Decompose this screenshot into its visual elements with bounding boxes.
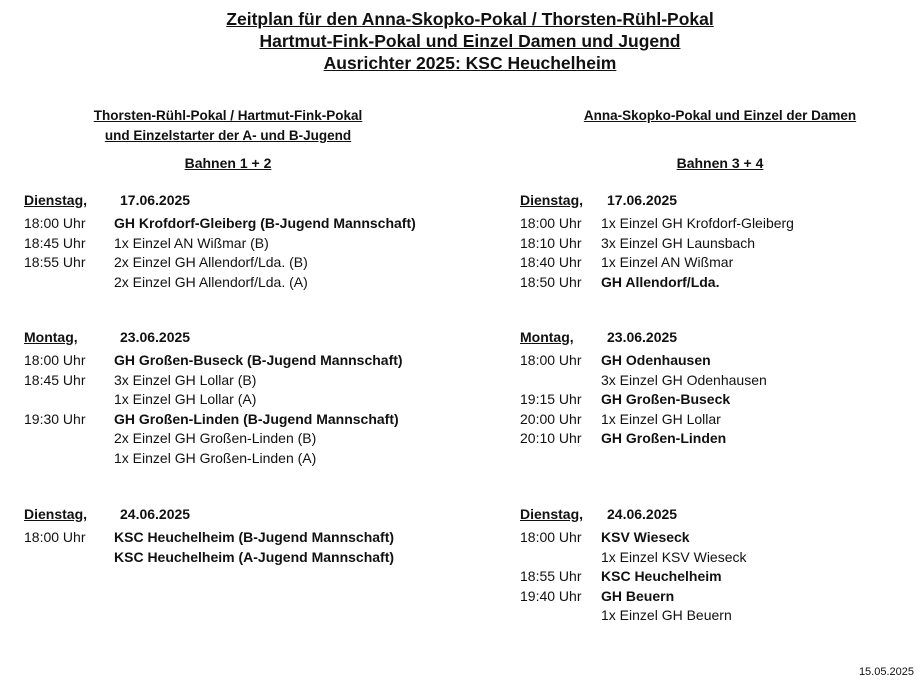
entry-time: 18:40 Uhr bbox=[520, 254, 582, 270]
schedule-entries bbox=[24, 214, 464, 292]
day-header bbox=[520, 192, 920, 214]
left-heading-line-2: und Einzelstarter der A- und B-Jugend bbox=[104, 128, 352, 143]
entry-event: 1x Einzel GH Beuern bbox=[601, 607, 732, 623]
left-day-block bbox=[24, 192, 464, 292]
weekday-label: Dienstag, bbox=[520, 506, 584, 522]
entry-time: 18:55 Uhr bbox=[520, 568, 582, 584]
entry-event: GH Allendorf/Lda. bbox=[601, 273, 720, 290]
weekday-label: Dienstag, bbox=[24, 506, 88, 522]
schedule-entries bbox=[24, 351, 464, 468]
right-day-block bbox=[520, 506, 920, 626]
schedule-entry bbox=[520, 548, 920, 568]
schedule-entries bbox=[520, 214, 920, 292]
right-day-block bbox=[520, 329, 920, 449]
entry-event: GH Krofdorf-Gleiberg (B-Jugend Mannschaft) bbox=[114, 215, 416, 231]
right-lanes-label: Bahnen 3 + 4 bbox=[676, 155, 764, 171]
entry-time: 20:00 Uhr bbox=[520, 410, 582, 427]
entry-time: 18:00 Uhr bbox=[24, 352, 86, 368]
day-header bbox=[24, 192, 464, 214]
schedule-entry bbox=[24, 548, 464, 568]
entry-time: 18:55 Uhr bbox=[24, 254, 86, 270]
entry-event: 3x Einzel GH Launsbach bbox=[601, 234, 756, 251]
title-line-1: Zeitplan für den Anna-Skopko-Pokal / Thorsten-Rühl-Pokal bbox=[226, 9, 714, 29]
entry-event: KSC Heuchelheim (B-Jugend Mannschaft) bbox=[114, 529, 395, 545]
schedule-entry bbox=[520, 253, 920, 273]
left-day-block bbox=[24, 329, 464, 468]
schedule-entry bbox=[520, 587, 920, 607]
entry-event: GH Großen-Linden bbox=[601, 430, 727, 446]
schedule-entry bbox=[24, 214, 464, 234]
entry-event: 1x Einzel GH Lollar (A) bbox=[114, 391, 257, 407]
weekday-label: Montag, bbox=[520, 329, 574, 345]
entry-time: 19:15 Uhr bbox=[520, 391, 582, 407]
entry-event: GH Odenhausen bbox=[601, 352, 711, 368]
weekday-label: Dienstag, bbox=[520, 192, 584, 208]
entry-event: 1x Einzel KSV Wieseck bbox=[601, 548, 747, 565]
entry-event: 1x Einzel GH Großen-Linden (A) bbox=[114, 449, 317, 466]
left-column-heading bbox=[24, 106, 432, 146]
schedule-entry bbox=[24, 234, 464, 254]
weekday-label: Dienstag, bbox=[24, 192, 88, 208]
entry-time: 18:00 Uhr bbox=[520, 529, 582, 545]
schedule-entry bbox=[520, 214, 920, 234]
entry-event: 2x Einzel GH Allendorf/Lda. (A) bbox=[114, 273, 308, 290]
weekday-label: Montag, bbox=[24, 329, 78, 345]
day-header bbox=[24, 329, 464, 351]
right-column-heading bbox=[520, 106, 920, 126]
schedule-entry bbox=[520, 606, 920, 626]
schedule-entry bbox=[24, 449, 464, 469]
entry-time: 18:10 Uhr bbox=[520, 234, 582, 251]
entry-event: KSC Heuchelheim bbox=[601, 568, 722, 584]
right-heading-line-1: Anna-Skopko-Pokal und Einzel der Damen bbox=[583, 108, 857, 123]
day-header bbox=[520, 329, 920, 351]
day-header bbox=[24, 506, 464, 528]
entry-event: KSV Wieseck bbox=[601, 529, 690, 545]
schedule-entry bbox=[24, 253, 464, 273]
schedule-entry bbox=[24, 410, 464, 430]
entry-time: 18:00 Uhr bbox=[520, 215, 582, 231]
entry-time: 18:45 Uhr bbox=[24, 371, 86, 388]
schedule-entries bbox=[520, 351, 920, 449]
entry-event: GH Beuern bbox=[601, 587, 675, 604]
day-date: 17.06.2025 bbox=[120, 192, 191, 208]
entry-time: 18:50 Uhr bbox=[520, 273, 582, 290]
entry-event: 3x Einzel GH Odenhausen bbox=[601, 371, 767, 388]
entry-time: 18:00 Uhr bbox=[520, 352, 582, 368]
document-title bbox=[0, 8, 920, 74]
entry-time: 19:30 Uhr bbox=[24, 410, 86, 427]
entry-event: GH Großen-Linden (B-Jugend Mannschaft) bbox=[114, 410, 399, 427]
entry-event: 1x Einzel GH Krofdorf-Gleiberg bbox=[601, 215, 794, 231]
schedule-entry bbox=[520, 410, 920, 430]
left-lanes-label: Bahnen 1 + 2 bbox=[184, 155, 272, 171]
schedule-entries bbox=[520, 528, 920, 626]
schedule-entry bbox=[520, 351, 920, 371]
schedule-entry bbox=[520, 390, 920, 410]
schedule-entry bbox=[24, 371, 464, 391]
schedule-entry bbox=[520, 371, 920, 391]
schedule-entry bbox=[24, 351, 464, 371]
left-day-block bbox=[24, 506, 464, 567]
day-date: 23.06.2025 bbox=[607, 329, 678, 345]
title-line-3: Ausrichter 2025: KSC Heuchelheim bbox=[323, 53, 617, 73]
entry-time: 19:40 Uhr bbox=[520, 587, 582, 604]
entry-event: 1x Einzel AN Wißmar bbox=[601, 254, 734, 270]
right-day-block bbox=[520, 192, 920, 292]
entry-event: KSC Heuchelheim (A-Jugend Mannschaft) bbox=[114, 548, 395, 565]
day-date: 23.06.2025 bbox=[120, 329, 191, 345]
entry-event: 2x Einzel GH Allendorf/Lda. (B) bbox=[114, 254, 308, 270]
day-date: 17.06.2025 bbox=[607, 192, 678, 208]
schedule-entry bbox=[24, 390, 464, 410]
schedule-entry bbox=[24, 429, 464, 449]
entry-event: 3x Einzel GH Lollar (B) bbox=[114, 371, 257, 388]
schedule-entry bbox=[520, 273, 920, 293]
day-date: 24.06.2025 bbox=[120, 506, 191, 522]
entry-event: 2x Einzel GH Großen-Linden (B) bbox=[114, 430, 317, 446]
entry-event: GH Großen-Buseck bbox=[601, 391, 731, 407]
document-date: 15.05.2025 bbox=[858, 666, 914, 678]
schedule-entry bbox=[520, 567, 920, 587]
schedule-entry bbox=[24, 528, 464, 548]
schedule-entry bbox=[520, 429, 920, 449]
day-date: 24.06.2025 bbox=[607, 506, 678, 522]
entry-event: 1x Einzel GH Lollar bbox=[601, 410, 721, 427]
title-line-2: Hartmut-Fink-Pokal und Einzel Damen und Jugend bbox=[259, 31, 681, 51]
entry-time: 18:45 Uhr bbox=[24, 234, 86, 251]
schedule-entry bbox=[24, 273, 464, 293]
entry-time: 18:00 Uhr bbox=[24, 215, 86, 231]
entry-event: GH Großen-Buseck (B-Jugend Mannschaft) bbox=[114, 352, 403, 368]
entry-time: 18:00 Uhr bbox=[24, 529, 86, 545]
day-header bbox=[520, 506, 920, 528]
entry-time: 20:10 Uhr bbox=[520, 430, 582, 446]
entry-event: 1x Einzel AN Wißmar (B) bbox=[114, 234, 269, 251]
schedule-entries bbox=[24, 528, 464, 567]
left-heading-line-1: Thorsten-Rühl-Pokal / Hartmut-Fink-Pokal bbox=[93, 108, 363, 123]
schedule-entry bbox=[520, 234, 920, 254]
schedule-entry bbox=[520, 528, 920, 548]
